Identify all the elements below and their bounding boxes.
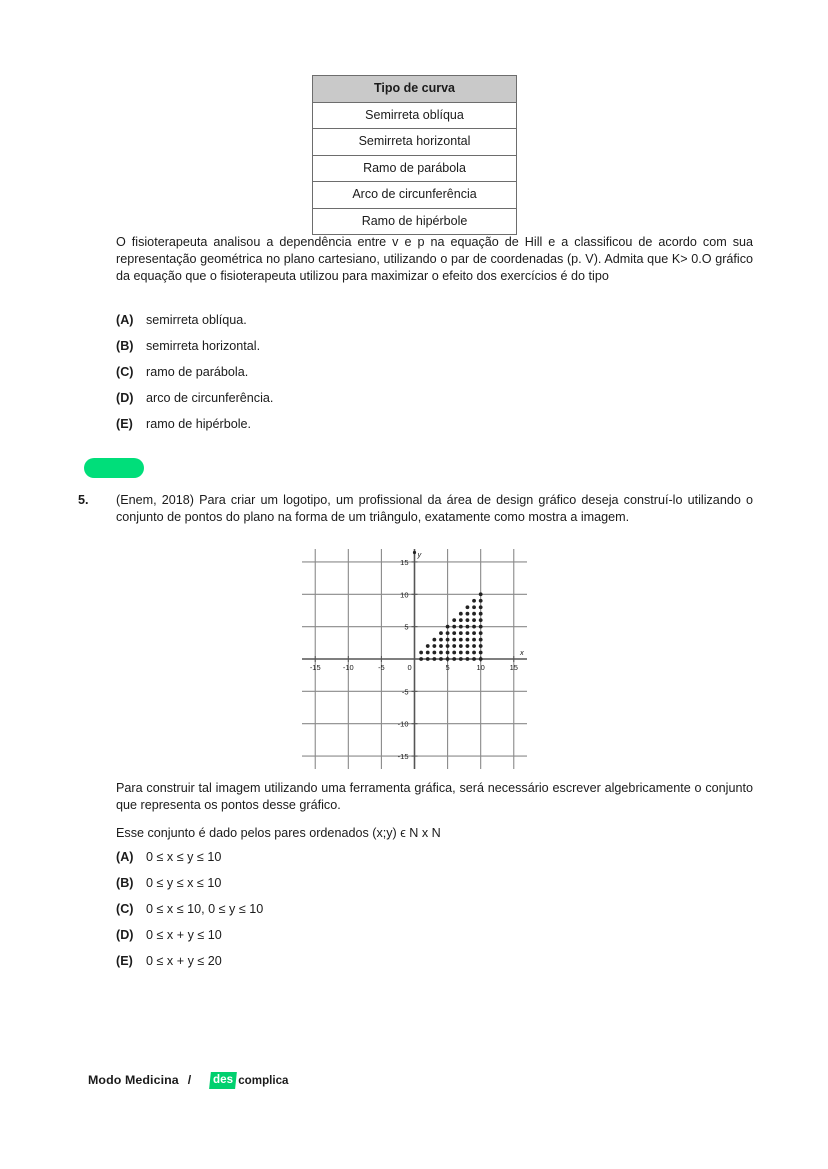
option-a-key: (A): [116, 313, 134, 327]
option-a[interactable]: [116, 312, 753, 328]
question4-statement: O fisioterapeuta analisou a dependência entre v e p na equação de Hill e a classificou de acordo com sua representação geométrica no plano cartesiano, utilizando o par de coordenadas (p. V). Admita que K> 0.O gráfico da equação que o fisioterapeuta utilizou para maximizar o efeito dos exercícios é do tipo: [116, 235, 753, 283]
cartesian-plane-chart: [302, 549, 527, 769]
table-header-row: [313, 76, 517, 103]
green-highlight-badge: [84, 458, 144, 478]
q5-option-d-label: 0 ≤ x + y ≤ 10: [146, 928, 222, 942]
table-row: [313, 182, 517, 209]
option-e-label: ramo de hipérbole.: [146, 417, 252, 431]
q5-option-c-key: (C): [116, 902, 134, 916]
q5-option-c-label: 0 ≤ x ≤ 10, 0 ≤ y ≤ 10: [146, 902, 264, 916]
q5-option-b-key: (B): [116, 876, 134, 890]
table-cell: Ramo de parábola: [313, 155, 517, 182]
question5-options: [116, 849, 753, 979]
logo-wordmark: complica: [238, 1073, 289, 1087]
question5-number: 5.: [78, 493, 89, 507]
footer-separator: /: [187, 1073, 192, 1088]
svg-text:15: 15: [509, 663, 518, 672]
q5-option-d[interactable]: [116, 927, 753, 943]
option-e[interactable]: [116, 416, 753, 432]
svg-text:-15: -15: [397, 752, 409, 762]
q5-option-a[interactable]: [116, 849, 753, 865]
q5-option-e[interactable]: [116, 953, 753, 969]
question5-statement: (Enem, 2018) Para criar um logotipo, um profissional da área de design gráfico deseja construí-lo utilizando o conjunto de pontos do plano na forma de um triângulo, exatamente como mostra a imagem.: [116, 493, 753, 524]
axis-lines: [302, 549, 527, 769]
option-d[interactable]: [116, 390, 753, 406]
svg-text:0: 0: [407, 663, 412, 672]
question5-after-text-1: Para construir tal imagem utilizando uma ferramenta gráfica, será necessário escrever algebricamente o conjunto que representa os pontos desse gráfico.: [116, 781, 753, 812]
q5-option-b[interactable]: [116, 875, 753, 891]
svg-text:10: 10: [476, 663, 485, 672]
y-axis-label: y: [417, 550, 422, 559]
q5-option-a-label: 0 ≤ x ≤ y ≤ 10: [146, 850, 222, 864]
question4-options: [116, 312, 753, 442]
descomplica-logo: [210, 1072, 288, 1089]
table-cell: Semirreta oblíqua: [313, 102, 517, 129]
footer-brand-label: Modo Medicina: [88, 1073, 179, 1088]
table-cell: Semirreta horizontal: [313, 129, 517, 156]
table-row: [313, 102, 517, 129]
q5-option-e-label: 0 ≤ x + y ≤ 20: [146, 954, 222, 968]
question5-after-text-2: Esse conjunto é dado pelos pares ordenados (x;y) ϵ N x N: [116, 825, 441, 840]
q5-option-d-key: (D): [116, 928, 134, 942]
question5-after-text-block: [116, 780, 753, 841]
option-b-label: semirreta horizontal.: [146, 339, 261, 353]
curve-type-table: [312, 75, 517, 235]
svg-text:5: 5: [445, 663, 450, 672]
chart-svg: [302, 549, 527, 769]
option-c-label: ramo de parábola.: [146, 365, 249, 379]
option-d-label: arco de circunferência.: [146, 391, 274, 405]
x-axis-label: x: [520, 648, 524, 657]
q5-option-b-label: 0 ≤ y ≤ x ≤ 10: [146, 876, 222, 890]
svg-text:-10: -10: [342, 663, 354, 672]
svg-text:-5: -5: [378, 663, 385, 672]
option-e-key: (E): [116, 417, 133, 431]
svg-text:15: 15: [400, 557, 409, 567]
q5-option-e-key: (E): [116, 954, 133, 968]
logo-mark: des: [209, 1072, 237, 1089]
q5-option-c[interactable]: [116, 901, 753, 917]
svg-text:5: 5: [404, 622, 409, 632]
option-c-key: (C): [116, 365, 134, 379]
svg-text:-10: -10: [397, 719, 409, 729]
question4-statement-block: [116, 234, 753, 284]
svg-text:10: 10: [400, 590, 409, 600]
table-row: [313, 208, 517, 235]
option-a-label: semirreta oblíqua.: [146, 313, 247, 327]
q5-option-a-key: (A): [116, 850, 134, 864]
question5-block: [78, 492, 753, 526]
table-header-cell: Tipo de curva: [313, 76, 517, 103]
svg-text:-5: -5: [401, 687, 409, 697]
option-d-key: (D): [116, 391, 134, 405]
table-row: [313, 129, 517, 156]
table-cell: Ramo de hipérbole: [313, 208, 517, 235]
option-b-key: (B): [116, 339, 134, 353]
option-b[interactable]: [116, 338, 753, 354]
page-footer: [88, 1072, 289, 1089]
svg-text:-15: -15: [309, 663, 321, 672]
table-cell: Arco de circunferência: [313, 182, 517, 209]
table-row: [313, 155, 517, 182]
option-c[interactable]: [116, 364, 753, 380]
